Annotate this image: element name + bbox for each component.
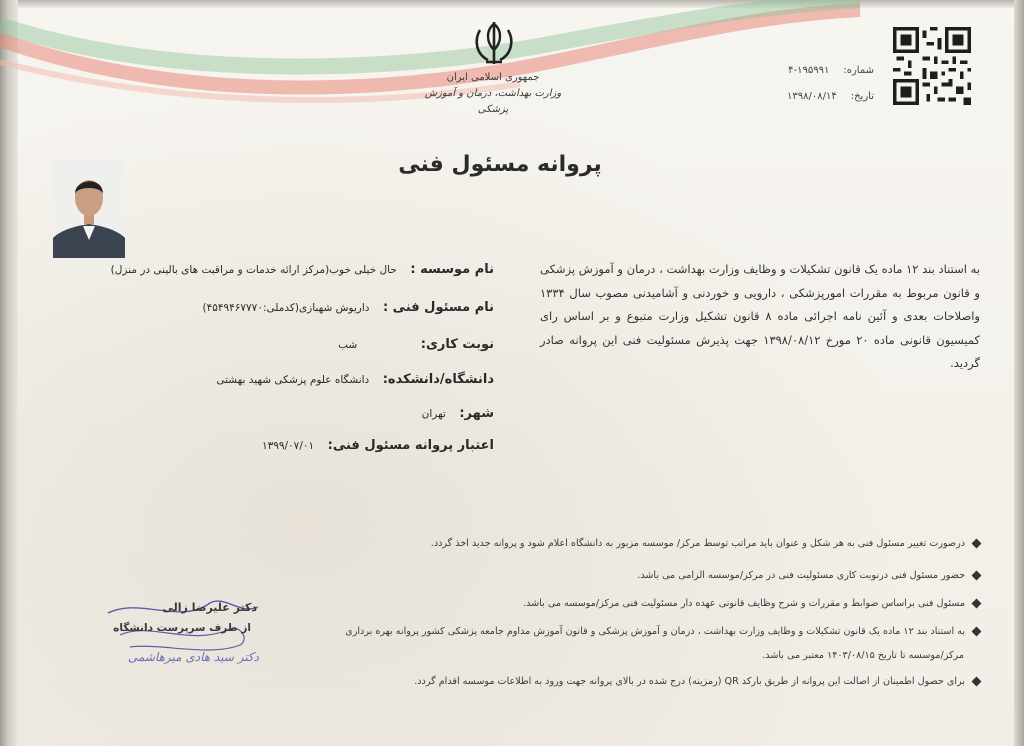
signer-role: از طرف سرپرست دانشگاه [113,622,251,634]
validity-label: اعتبار پروانه مسئول فنی: [327,438,494,453]
note-3-text: مسئول فنی براساس ضوابط و مقررات و شرح وظایف قانونی عهده دار مسئولیت فنی مرکز/موسسه می باشد. [523,598,965,609]
note-4-text: به استناد بند ۱۲ ماده یک قانون تشکیلات و وظایف وزارت بهداشت ، درمان و آموزش پزشکی و قانون آموزش مداوم جامعه پزشکی کشور پروانه بهره برداری [345,626,965,637]
date-value: ۱۳۹۸/۰۸/۱۴ [787,91,837,102]
header-line-1: جمهوری اسلامی ایران [446,72,540,83]
institution-label: نام موسسه : [410,262,494,277]
note-2-text: حضور مسئول فنی درنوبت کاری مسئولیت فنی در مرکز/موسسه الزامی می باشد. [637,570,965,581]
iran-emblem-icon [468,20,520,68]
number-row [787,58,874,84]
university-value: دانشگاه علوم پزشکی شهید بهشتی [216,374,370,386]
university-row [216,372,494,387]
document-meta [787,58,874,110]
legal-basis-text: به استناد بند ۱۲ ماده یک قانون تشکیلات و وظایف وزارت بهداشت ، درمان و آموزش پزشکی و قانون مربوط به مقررات امورپزشکی ، دارویی و خوردنی و آشامیدنی مصوب سال ۱۳۳۴ واصلاحات بعدی و آئین نامه اجرائی ماده ۸ قانون تشکیل وزارت متبوع و بر اساس رای کمیسیون قانونی ماده ۲۰ مورخ ۱۳۹۸/۰۸/۱۲ جهت پذیرش مسئولیت فنی این پروانه صادر گردید. [540,262,980,371]
note-4 [345,626,980,637]
manager-value: داریوش شهبازی(کدملی:۴۵۴۹۴۶۷۷۷۰) [202,302,370,314]
note-5-text: برای حصول اطمینان از اصالت این پروانه از طریق بارکد QR (رمزینه) درج شده در بالای پروانه جهت ورود به اطلاعات موسسه اقدام گردد. [414,676,965,687]
bullet-icon [972,626,982,636]
note-4-continued [762,650,964,661]
city-label: شهر: [459,406,494,421]
number-value: ۴-۱۹۵۹۹۱ [788,65,830,76]
institution-value: حال خیلی خوب(مرکز ارائه خدمات و مراقبت های بالینی در منزل) [110,264,397,276]
shift-row [338,337,494,352]
shift-value: شب [338,339,358,351]
shift-label: نوبت کاری: [420,337,494,352]
qr-code [893,24,971,108]
note-1 [431,538,980,549]
header-line-2: وزارت بهداشت، درمان و آموزش پزشکی [424,88,562,115]
date-row [787,84,874,110]
city-row [422,406,494,421]
note-2 [637,570,980,581]
bullet-icon [972,676,982,686]
signature-block [90,595,265,675]
manager-row [202,300,494,315]
bullet-icon [972,570,982,580]
note-1-text: درصورت تغییر مسئول فنی به هر شکل و عنوان باید مراتب توسط مرکز/ موسسه مزبور به دانشگاه اعلام شود و پروانه جدید اخذ گردد. [430,538,965,549]
note-5 [414,676,980,687]
holder-photo [53,160,125,258]
ministry-header [418,70,568,118]
date-label: تاریخ: [850,91,874,102]
signer-name: دکتر علیرضا زالی [162,601,257,614]
manager-label: نام مسئول فنی : [382,300,494,315]
university-label: دانشگاه/دانشکده: [382,372,494,387]
certificate-title: پروانه مسئول فنی [398,152,602,177]
institution-row [111,262,494,277]
number-label: شماره: [843,65,874,76]
validity-value: ۱۳۹۹/۰۷/۰۱ [261,440,315,452]
bullet-icon [972,538,982,548]
note-4b-text: مرکز/موسسه تا تاریخ ۱۴۰۳/۰۸/۱۵ معتبر می باشد. [762,650,964,661]
bullet-icon [972,598,982,608]
city-value: تهران [421,408,446,420]
handwritten-name: دکتر سید هادی میرهاشمی [127,650,259,664]
validity-row [262,438,494,453]
note-3 [523,598,980,609]
